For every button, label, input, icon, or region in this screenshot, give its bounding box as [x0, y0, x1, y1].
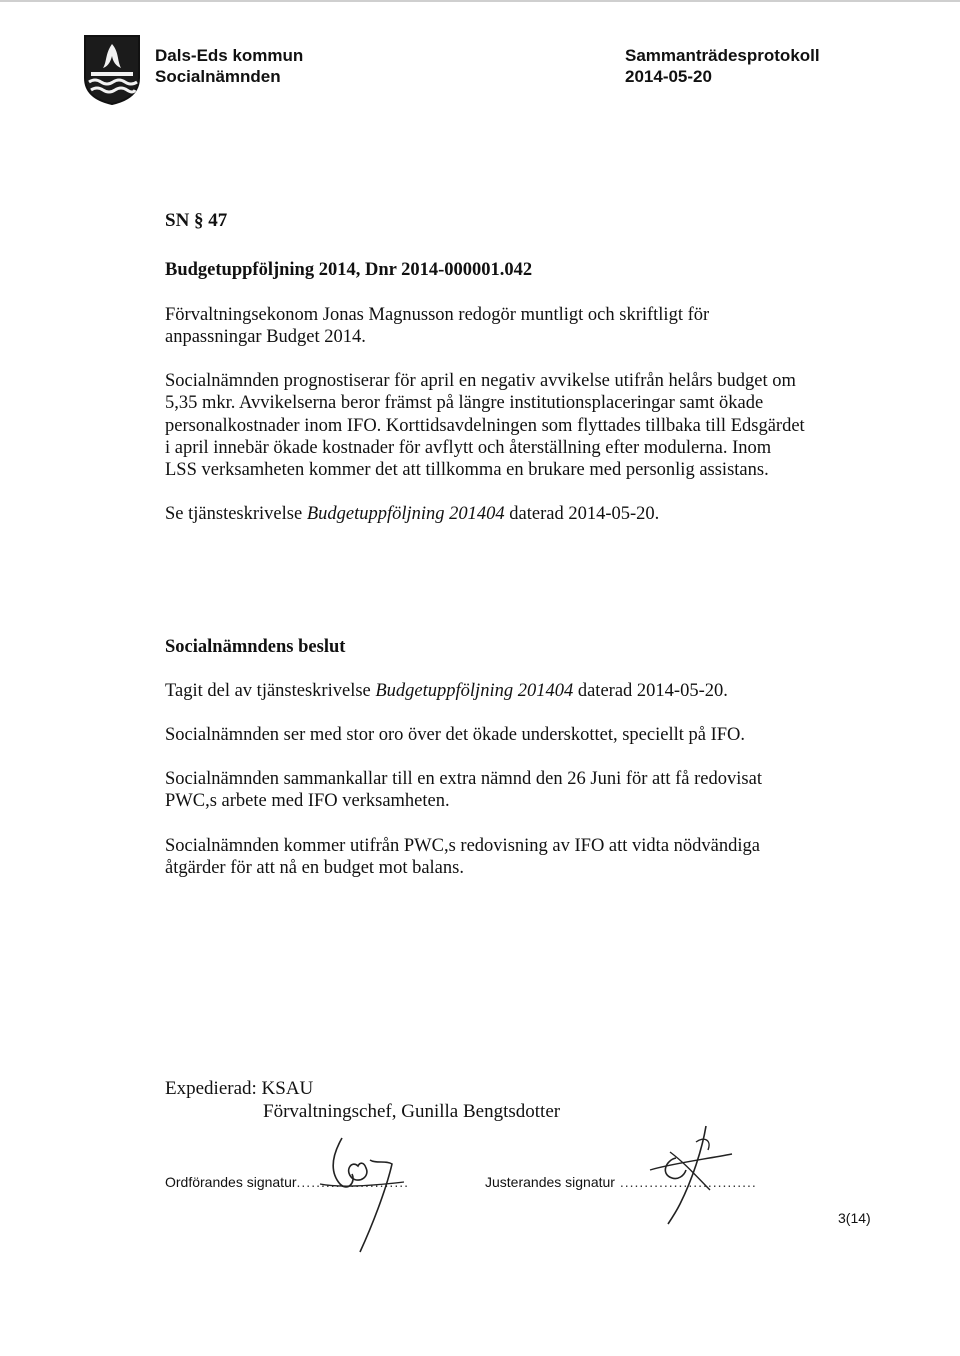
signature-dotted-line: ............................ [614, 1174, 757, 1190]
justerande-signature-label: Justerandes signatur [485, 1174, 615, 1190]
justerande-handwritten-signature [640, 1120, 740, 1230]
decision-line: åtgärder för att nå en budget mot balans. [165, 858, 464, 878]
decision-line: Socialnämnden ser med stor oro över det ökade underskottet, speciellt på IFO. [165, 725, 746, 745]
ordforande-handwritten-signature [300, 1130, 430, 1260]
decision-suffix: daterad 2014-05-20. [573, 681, 728, 701]
scan-edge [0, 0, 960, 2]
decision-heading: Socialnämndens beslut [165, 637, 346, 657]
paragraph-line: i april innebär ökade kostnader för avflytt och återställning efter modulerna. Inom [165, 438, 772, 458]
decision-line: Socialnämnden kommer utifrån PWC,s redovisning av IFO att vidta nödvändiga [165, 836, 760, 856]
document-date: 2014-05-20 [625, 67, 712, 86]
ordforande-signature-label: Ordförandes signatur [165, 1174, 297, 1190]
paragraph-line: LSS verksamheten kommer det att tillkomma en brukare med personlig assistans. [165, 460, 769, 480]
paragraph-line: Socialnämnden prognostiserar för april en negativ avvikelse utifrån helårs budget om [165, 371, 796, 391]
signature-dotted-line: ....................... [296, 1174, 409, 1190]
coat-of-arms-icon [83, 34, 141, 106]
department-name: Socialnämnden [155, 67, 281, 86]
paragraph-line: Förvaltningsekonom Jonas Magnusson redogör muntligt och skriftligt för [165, 305, 710, 325]
reference-prefix: Se tjänsteskrivelse [165, 504, 307, 524]
expedierad-line: Expedierad: KSAU [165, 1078, 314, 1099]
reference-line [165, 503, 659, 525]
decision-line [165, 680, 728, 702]
paragraph-line: 5,35 mkr. Avvikelserna beror främst på längre institutionsplaceringar samt ökade [165, 393, 764, 413]
forvaltningschef-line: Förvaltningschef, Gunilla Bengtsdotter [263, 1101, 561, 1122]
reference-document: Budgetuppföljning 201404 [306, 504, 505, 524]
page-number: 3(14) [838, 1210, 871, 1226]
decision-line: Socialnämnden sammankallar till en extra nämnd den 26 Juni för att få redovisat [165, 769, 762, 789]
org-name: Dals-Eds kommun [155, 46, 304, 65]
document-type: Sammanträdesprotokoll [625, 46, 820, 65]
paragraph-line: personalkostnader inom IFO. Korttidsavdelningen som flyttades tillbaka till Edsgärdet [165, 416, 805, 436]
decision-line: PWC,s arbete med IFO verksamheten. [165, 791, 450, 811]
coat-of-arms-logo [83, 34, 141, 106]
decision-document: Budgetuppföljning 201404 [375, 681, 574, 701]
paragraph-line: anpassningar Budget 2014. [165, 327, 366, 347]
decision-prefix: Tagit del av tjänsteskrivelse [165, 681, 376, 701]
section-title: Budgetuppföljning 2014, Dnr 2014-000001.042 [165, 260, 533, 280]
section-number: SN § 47 [165, 210, 228, 231]
reference-suffix: daterad 2014-05-20. [504, 504, 660, 524]
